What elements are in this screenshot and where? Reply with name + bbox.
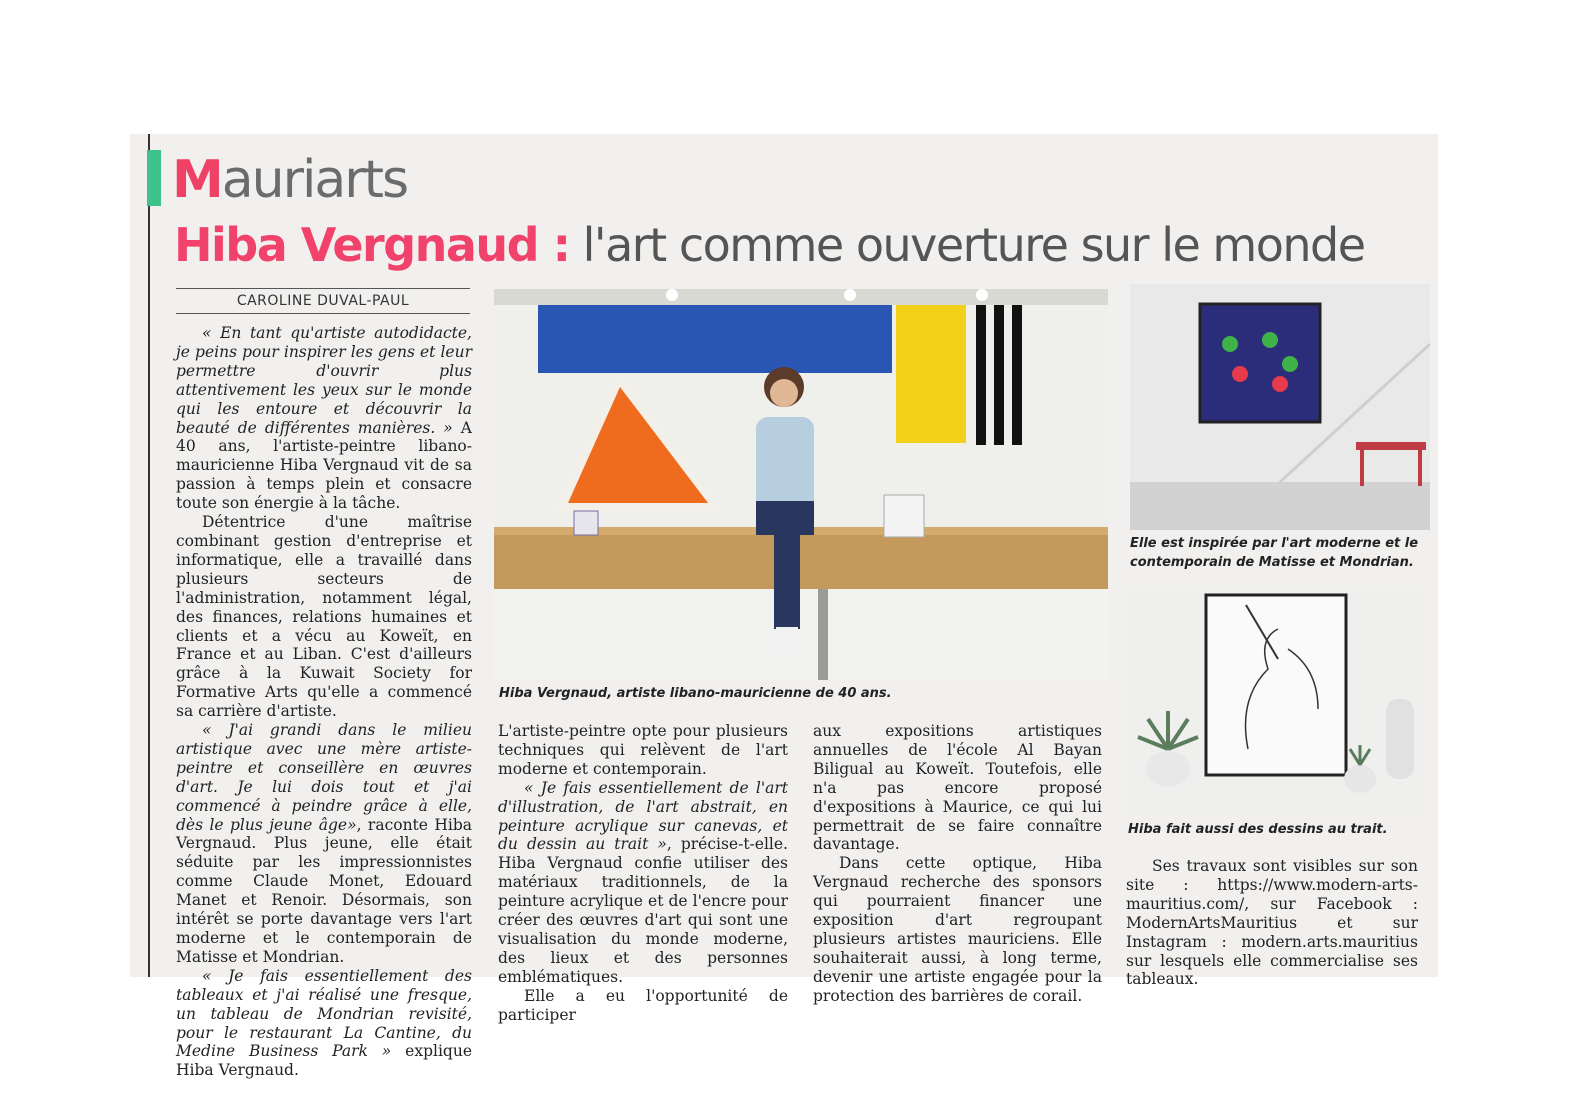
paragraph — [176, 967, 472, 1080]
caption-painting: Elle est inspirée par l'art moderne et le contemporain de Matisse et Mondrian. — [1130, 536, 1419, 570]
quote: « En tant qu'artiste autodidacte, je peins pour inspirer les gens et leur permettre d'ouvrir plus attentivement les yeux sur le monde qui les entoure et découvrir la beauté de différentes manières. » — [176, 324, 472, 437]
text: , raconte Hiba Vergnaud. Plus jeune, elle était séduite par les impressionnistes comme Claude Monet, Edouard Manet et Renoir. Désormais, son intérêt se porte davantage vers l'art moderne et le contemporain de Matisse et Mondrian. — [176, 815, 473, 966]
article-column-1 — [176, 324, 472, 1080]
article-column-2 — [498, 722, 788, 1025]
paragraph: Détentrice d'une maîtrise combinant gestion d'entreprise et informatique, elle a travaillé dans plusieurs secteurs de l'administration, notamment légal, des finances, relations humaines et clients et a vécu au Koweït, en France et au Liban. C'est d'ailleurs grâce à la Kuwait Society for Formative Arts qu'elle a commencé sa carrière d'artiste. — [176, 513, 472, 721]
byline: CAROLINE DUVAL-PAUL — [176, 288, 470, 314]
paragraph — [176, 721, 472, 967]
caption-main-photo: Hiba Vergnaud, artiste libano-mauricienne de 40 ans. — [499, 686, 892, 701]
quote: « J'ai grandi dans le milieu artistique avec une mère artiste-peintre et conseillère en œuvres d'art. Je lui dois tout et j'ai commencé à peindre grâce à elle, dès le plus jeune âge» — [176, 721, 472, 834]
text: , précise-t-elle. Hiba Vergnaud confie utiliser des matériaux traditionnels, de la peinture acrylique et de l'encre pour créer des œuvres d'art qui sont une visualisation du monde moderne, des lieux et des personnes emblématiques. — [498, 835, 788, 986]
paragraph: aux expositions artistiques annuelles de l'école Al Bayan Biligual au Koweït. Toutefois, elle n'a pas encore proposé d'expositions à Maurice, ce qui lui permettrait de se faire connaître davantage. — [813, 722, 1102, 854]
text: explique Hiba Vergnaud. — [176, 1042, 472, 1080]
section-initial: M — [172, 150, 222, 210]
headline-name: Hiba Vergnaud : — [174, 218, 570, 272]
headline-title: l'art comme ouverture sur le monde — [569, 218, 1365, 272]
main-photo — [494, 289, 1108, 680]
caption-drawing: Hiba fait aussi des dessins au trait. — [1128, 822, 1388, 837]
paragraph — [498, 779, 788, 987]
paragraph: Ses travaux sont visibles sur son site : https://www.modern-arts-mauritius.com/, sur Facebook : ModernArtsMauritius et sur Instagram : modern.arts.mauritius sur lesquels elle commercialise ses tableaux. — [1126, 857, 1418, 989]
newspaper-clipping — [130, 134, 1438, 1080]
text: A 40 ans, l'artiste-peintre libano-mauricienne Hiba Vergnaud vit de sa passion à temps plein et consacre toute son énergie à la tâche. — [176, 418, 472, 513]
quote: « Je fais essentiellement de l'art d'illustration, de l'art abstrait, en peinture acrylique sur canevas, et du dessin au trait » — [498, 778, 788, 854]
painting-photo — [1130, 284, 1430, 530]
article-column-3 — [813, 722, 1102, 1006]
section-tag — [147, 150, 161, 206]
drawing-photo — [1128, 589, 1424, 815]
section-rest: auriarts — [221, 150, 408, 210]
paragraph: Elle a eu l'opportunité de participer — [498, 986, 788, 1024]
quote: « Je fais essentiellement des tableaux et j'ai réalisé une fresque, un tableau de Mondrian revisité, pour le restaurant La Cantine, du Medine Business Park » — [176, 966, 472, 1061]
column-rule — [148, 134, 150, 977]
paragraph — [176, 324, 472, 513]
headline — [174, 212, 1365, 278]
paragraph: Dans cette optique, Hiba Vergnaud recherche des sponsors qui pourraient financer une exposition d'art regroupant plusieurs artistes mauriciens. Elle souhaiterait aussi, à long terme, devenir une artiste engagée pour la protection des barrières de corail. — [813, 854, 1102, 1005]
article-column-4 — [1126, 857, 1418, 989]
section-title — [172, 148, 407, 212]
paragraph: L'artiste-peintre opte pour plusieurs techniques qui relèvent de l'art moderne et contemporain. — [498, 722, 788, 778]
